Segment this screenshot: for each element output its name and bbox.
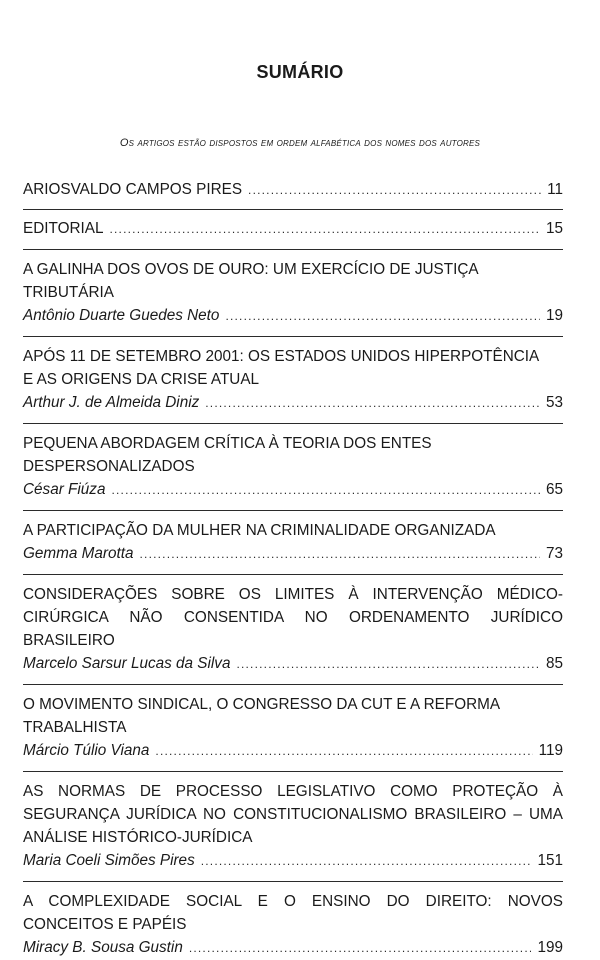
page-subtitle: Os artigos estão dispostos em ordem alfabética dos nomes dos autores [119,137,481,149]
toc-entry-leader-line [23,542,563,566]
section-divider [23,684,563,685]
toc-entry-leader-line [23,478,563,502]
toc-entry-title-line: A COMPLEXIDADE SOCIAL E O ENSINO DO DIREITO: NOVOS [23,893,563,910]
toc-entry [23,780,563,873]
toc-entry-title-line: TRIBUTÁRIA [23,284,114,301]
toc-entry-title: EDITORIAL [23,220,104,237]
table-of-contents [23,178,563,960]
toc-entry-author: Márcio Túlio Viana [23,742,150,759]
toc-entry-leader-line [23,217,563,241]
toc-entry [23,583,563,676]
toc-entry-leader-line [23,936,563,960]
toc-entry-author: Gemma Marotta [23,545,134,562]
dot-leader [248,179,541,202]
section-divider [23,423,563,424]
toc-entry-title-line: CONCEITOS E PAPÉIS [23,916,187,933]
toc-entry-page-number: 73 [545,545,563,562]
toc-entry [23,217,563,241]
toc-entry [23,178,563,202]
toc-entry-title-line: A GALINHA DOS OVOS DE OURO: UM EXERCÍCIO DE JUSTIÇA [23,261,479,278]
toc-entry-author: Miracy B. Sousa Gustin [23,939,183,956]
section-divider [23,336,563,337]
dot-leader [189,937,532,960]
toc-entry-title-line: CONSIDERAÇÕES SOBRE OS LIMITES À INTERVENÇÃO MÉDICO- [23,586,563,603]
toc-entry-title-line: A PARTICIPAÇÃO DA MULHER NA CRIMINALIDADE ORGANIZADA [23,522,496,539]
toc-entry-author: Arthur J. de Almeida Diniz [23,394,200,411]
toc-entry-page-number: 53 [545,394,563,411]
toc-entry-title-line: ANÁLISE HISTÓRICO-JURÍDICA [23,829,253,846]
toc-entry-author: Antônio Duarte Guedes Neto [23,307,220,324]
toc-entry-leader-line [23,391,563,415]
toc-entry [23,519,563,566]
toc-entry-page-number: 11 [547,181,563,198]
toc-entry-title-line: DESPERSONALIZADOS [23,458,195,475]
dot-leader [236,653,540,676]
dot-leader [155,740,532,763]
dot-leader [109,218,540,241]
toc-entry-page-number: 65 [545,481,563,498]
dot-leader [225,305,540,328]
dot-leader [140,543,540,566]
toc-entry-title-line: PEQUENA ABORDAGEM CRÍTICA À TEORIA DOS ENTES [23,435,432,452]
toc-entry-author: César Fiúza [23,481,106,498]
toc-entry-title-line: TRABALHISTA [23,719,127,736]
toc-entry-page-number: 15 [545,220,563,237]
page-title: SUMÁRIO [256,62,344,82]
toc-entry-page-number: 19 [545,307,563,324]
toc-entry-leader-line [23,849,563,873]
toc-entry-title-line: SEGURANÇA JURÍDICA NO CONSTITUCIONALISMO BRASILEIRO – UMA [23,806,563,823]
dot-leader [111,479,540,502]
toc-entry-leader-line [23,178,563,202]
toc-entry-leader-line [23,739,563,763]
toc-entry-page-number: 119 [538,742,563,759]
dot-leader [201,850,532,873]
toc-entry-title-line: O MOVIMENTO SINDICAL, O CONGRESSO DA CUT E A REFORMA [23,696,501,713]
toc-entry-title-line: AS NORMAS DE PROCESSO LEGISLATIVO COMO PROTEÇÃO À [23,783,563,800]
toc-entry-title: ARIOSVALDO CAMPOS PIRES [23,181,243,198]
toc-entry-page-number: 199 [537,939,563,956]
toc-entry-leader-line [23,304,563,328]
toc-entry-title-line: CIRÚRGICA NÃO CONSENTIDA NO ORDENAMENTO JURÍDICO [23,609,563,626]
toc-entry-title-line: BRASILEIRO [23,632,115,649]
toc-entry-author: Marcelo Sarsur Lucas da Silva [23,655,231,672]
toc-entry [23,890,563,960]
toc-entry-page-number: 151 [537,852,563,869]
dot-leader [205,392,540,415]
toc-entry-page-number: 85 [545,655,563,672]
toc-entry [23,693,563,763]
section-divider [23,510,563,511]
section-divider [23,574,563,575]
toc-entry-leader-line [23,652,563,676]
section-divider [23,771,563,772]
toc-entry [23,345,563,415]
section-divider [23,209,563,210]
toc-entry [23,258,563,328]
toc-entry [23,432,563,502]
toc-entry-title-line: APÓS 11 DE SETEMBRO 2001: OS ESTADOS UNIDOS HIPERPOTÊNCIA [23,348,540,365]
toc-entry-title-line: E AS ORIGENS DA CRISE ATUAL [23,371,260,388]
section-divider [23,249,563,250]
toc-entry-author: Maria Coeli Simões Pires [23,852,195,869]
section-divider [23,881,563,882]
